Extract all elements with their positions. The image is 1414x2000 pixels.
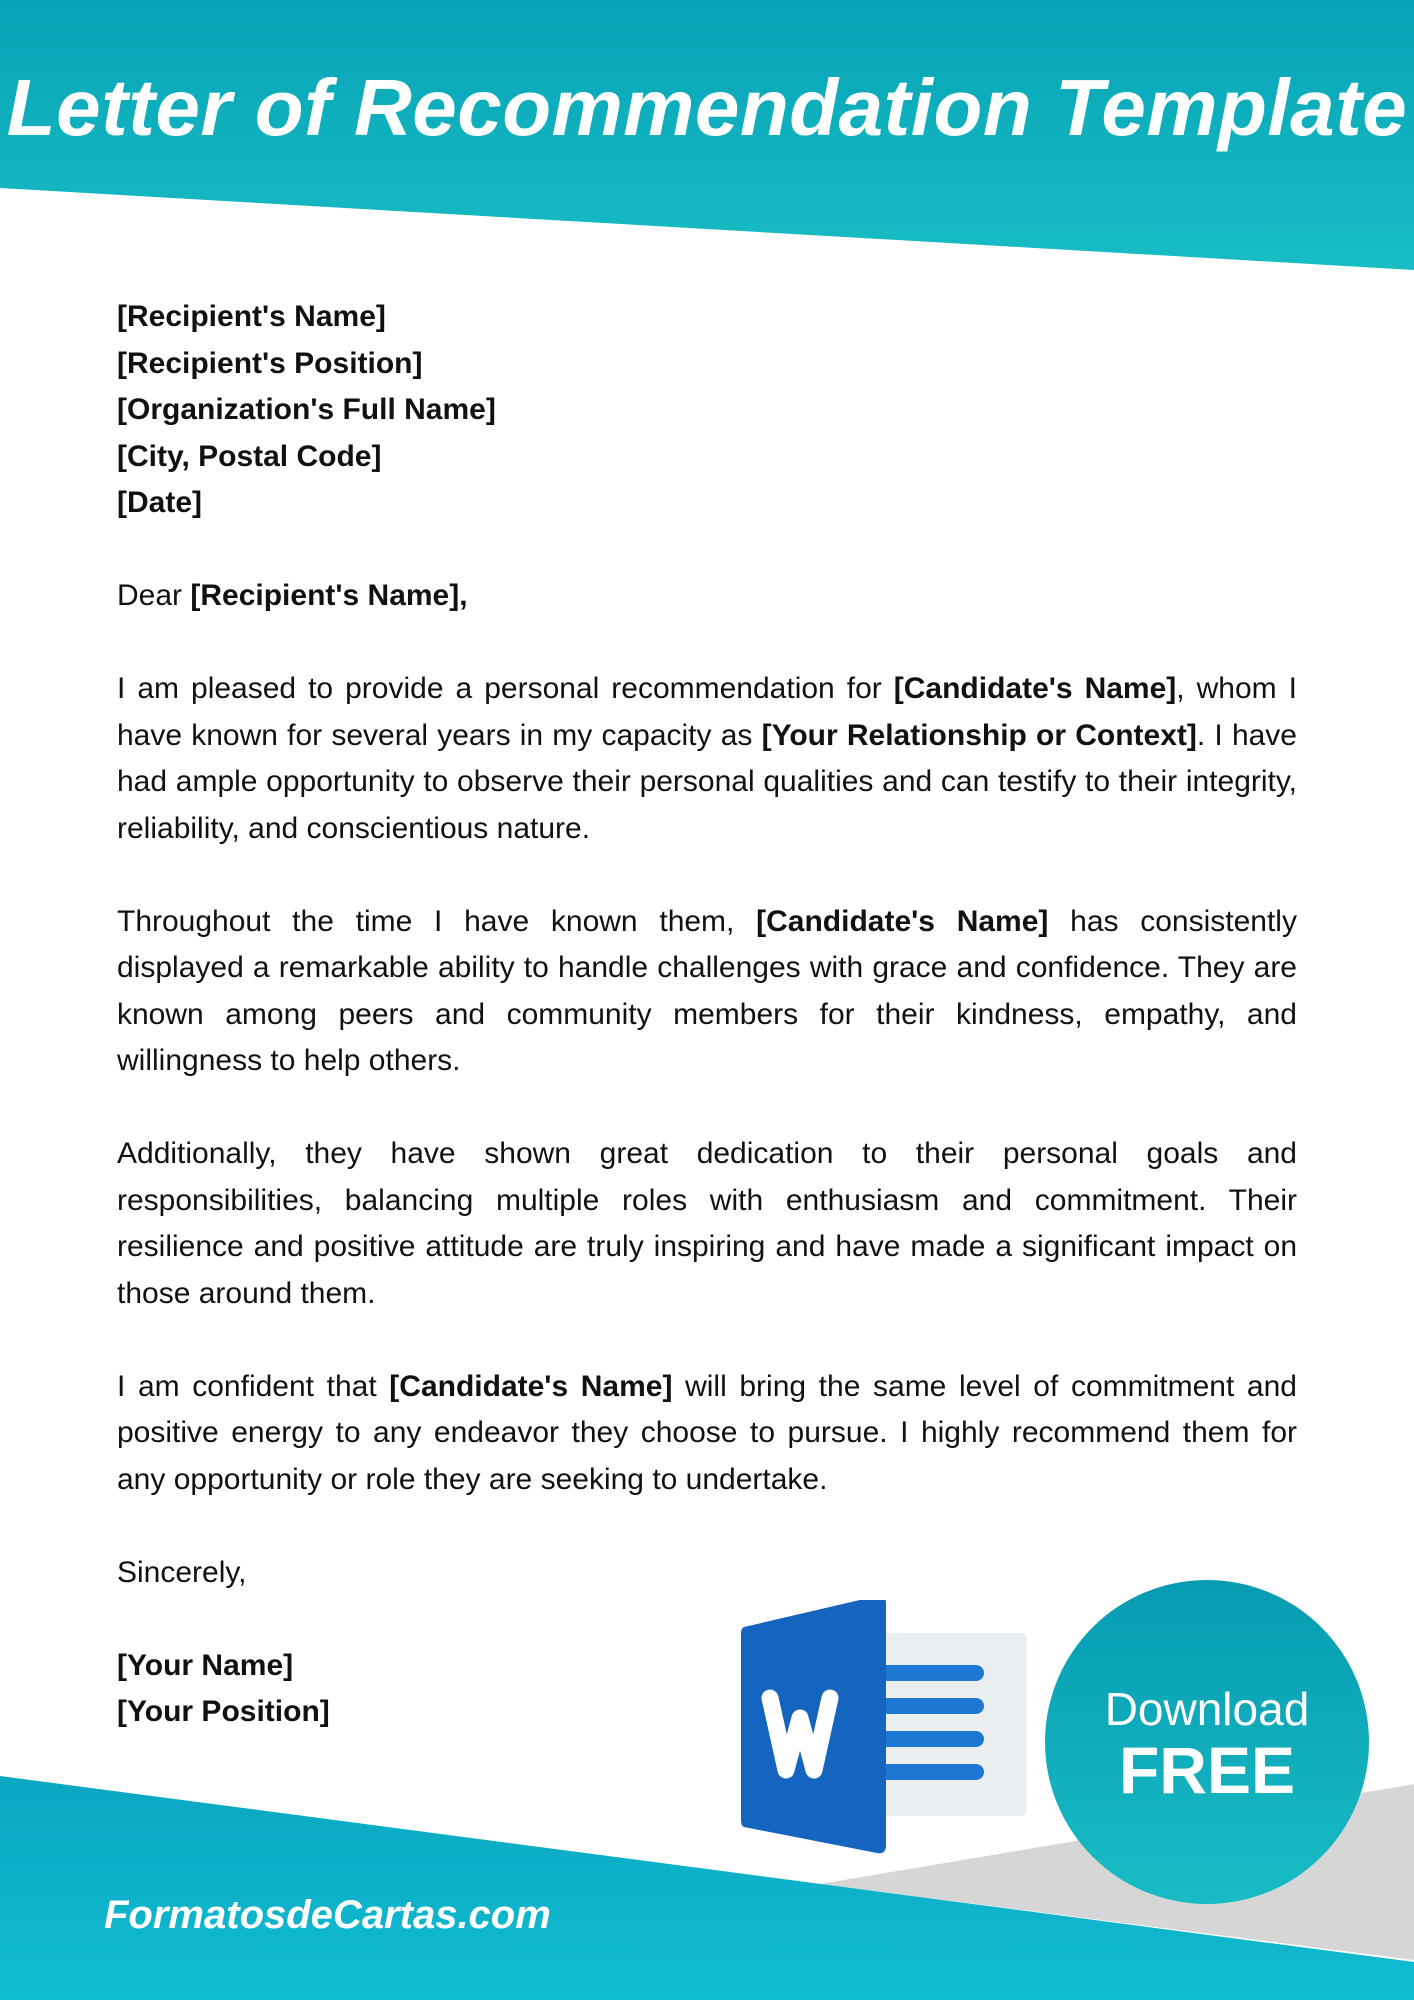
- letter-body: [117, 294, 1297, 1736]
- salutation: Dear [Recipient's Name],: [117, 579, 468, 612]
- closing: Sincerely,: [117, 1555, 247, 1589]
- salutation-name: [Recipient's Name],: [190, 579, 468, 612]
- address-line: [Organization's Full Name]: [117, 393, 496, 426]
- recipient-address-block: [117, 294, 1297, 527]
- page-title: Letter of Recommendation Template: [6, 63, 1408, 152]
- header-banner: [0, 0, 1414, 280]
- paragraph-1: I am pleased to provide a personal recommendation for [Candidate's Name], whom I have known for several years in my capacity as [Your Relationship or Context]. I have had ample opportunity to observe their personal qualities and can testify to their integrity, reliability, and conscientious nature.: [117, 672, 1297, 845]
- paragraph-3: Additionally, they have shown great dedication to their personal goals and responsibilities, balancing multiple roles with enthusiasm and commitment. Their resilience and positive attitude are truly inspiring and have made a significant impact on those around them.: [117, 1137, 1297, 1310]
- signature-name: [Your Name]: [117, 1648, 294, 1682]
- address-line: [Date]: [117, 486, 203, 519]
- download-label: Download: [1104, 1683, 1310, 1735]
- address-line: [City, Postal Code]: [117, 439, 382, 473]
- address-line: [Recipient's Name]: [117, 300, 386, 333]
- paragraph-4: I am confident that [Candidate's Name] will bring the same level of commitment and positive energy to any endeavor they choose to pursue. I highly recommend them for any opportunity or role they are seeking to undertake.: [117, 1369, 1297, 1496]
- word-document-icon[interactable]: [740, 1600, 1030, 1865]
- site-url[interactable]: FormatosdeCartas.com: [104, 1893, 551, 1937]
- paragraph-2: Throughout the time I have known them, [Candidate's Name] has consistently displayed a remarkable ability to handle challenges with grace and confidence. They are known among peers and community members for their kindness, empathy, and willingness to help others.: [117, 904, 1297, 1077]
- free-label: FREE: [1118, 1733, 1296, 1807]
- address-line: [Recipient's Position]: [117, 346, 423, 380]
- download-free-button[interactable]: [1045, 1580, 1369, 1904]
- signature-position: [Your Position]: [117, 1695, 330, 1728]
